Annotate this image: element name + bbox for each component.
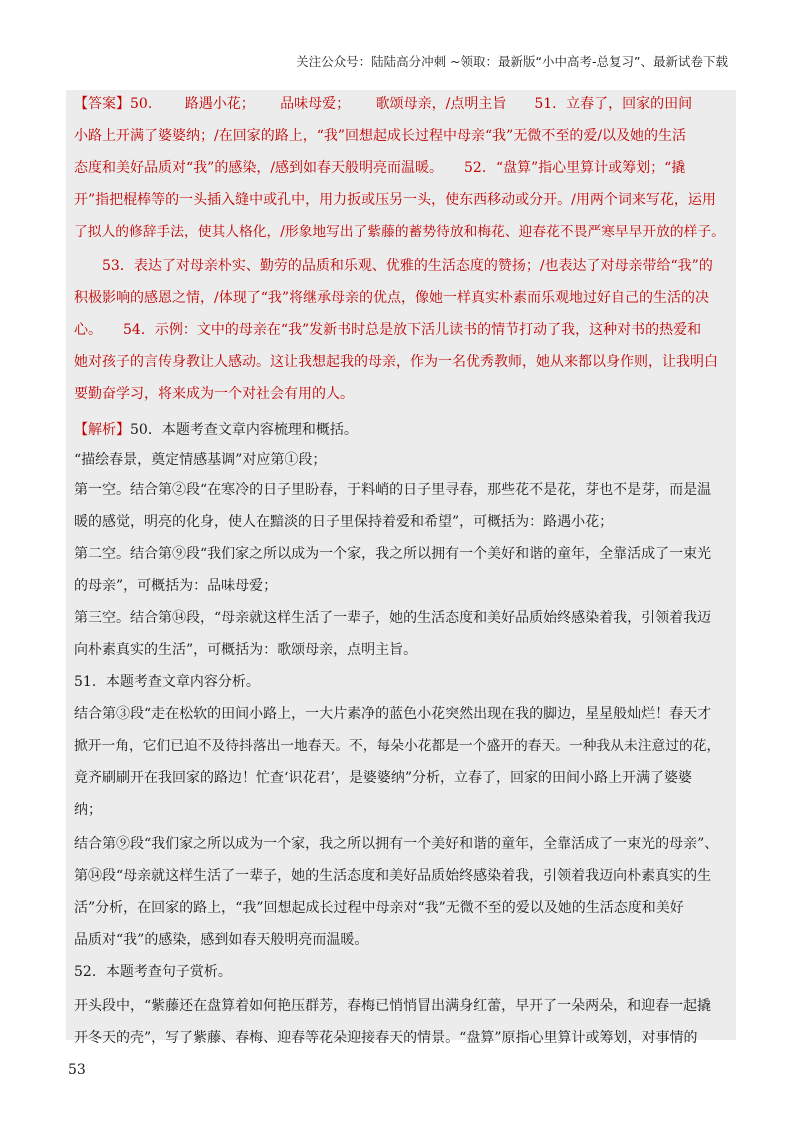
line-text: 51．本题考查文章内容分析。 [74, 674, 260, 690]
line-text: 态度和美好品质对“我”的感染，/感到如春天般明亮而温暖。 52．“盘算”指心里算计或筹划；“撬 [74, 160, 686, 176]
line-text: 暖的感觉，明亮的化身，使人在黯淡的日子里保持着爱和希望”，可概括为：路遇小花； [74, 514, 614, 530]
text-line [74, 672, 728, 692]
line-text: 竟齐刷刷开在我回家的路边！忙查‘识花君’，是婆婆纳”分析，立春了，回家的田间小路上开满了婆婆 [74, 770, 693, 786]
line-text: 开冬天的壳”，写了紫藤、春梅、迎春等花朵迎接春天的情景。“盘算”原指心里算计或筹划，对事情的 [74, 1030, 698, 1046]
text-line [74, 576, 728, 596]
text-line [74, 608, 728, 628]
text-line [74, 256, 728, 276]
line-text: 开头段中，“紫藤还在盘算着如何艳压群芳，春梅已悄悄冒出满身红蕾，早开了一朵两朵，和迎春一起撬 [74, 998, 712, 1014]
line-text: 心。 54．示例：文中的母亲在“我”发新书时总是放下活儿读书的情节打动了我，这种对书的热爱和 [74, 322, 702, 338]
line-text: 掀开一角，它们已迫不及待抖落出一地春天。不，每朵小花都是一个盛开的春天。一种我从未注意过的花， [74, 738, 721, 754]
line-text: 品质对“我”的感染，感到如春天般明亮而温暖。 [74, 932, 369, 948]
line-text: 第一空。结合第②段“在寒冷的日子里盼春，于料峭的日子里寻春，那些花不是花，芽也不是芽，而是温 [74, 482, 712, 498]
line-text: 的母亲”，可概括为：品味母爱； [74, 578, 278, 594]
text-line [74, 352, 728, 372]
line-text: 活”分析，在回家的路上，“我”回想起成长过程中母亲对“我”无微不至的爱以及她的生活态度和美好 [74, 900, 684, 916]
text-line [74, 512, 728, 532]
line-text: 她对孩子的言传身教让人感动。这让我想起我的母亲，作为一名优秀教师，她从来都以身作则，让我明白 [74, 354, 718, 370]
line-text: 50．本题考查文章内容梳理和概括。 [130, 422, 358, 438]
text-line [74, 384, 728, 404]
text-line [74, 288, 728, 308]
line-text: 第三空。结合第⑭段，“母亲就这样生活了一辈子，她的生活态度和美好品质始终感染着我，引领着我迈 [74, 610, 712, 626]
section-tag: 【答案】 [74, 96, 130, 112]
text-line [74, 544, 728, 564]
text-line [74, 222, 728, 242]
text-line [74, 962, 728, 982]
answer-analysis-block [66, 90, 736, 1046]
line-text: “描绘春景，奠定情感基调”对应第①段； [74, 452, 327, 468]
text-line [74, 320, 728, 340]
line-text: 要勤奋学习，将来成为一个对社会有用的人。 [74, 386, 354, 402]
text-line [74, 768, 728, 788]
page-number: 53 [68, 1062, 86, 1078]
text-line [74, 704, 728, 724]
line-text: 50. 路遇小花； 品味母爱； 歌颂母亲，/点明主旨 51．立春了，回家的田间 [130, 96, 693, 112]
text-line [74, 996, 728, 1016]
text-line [74, 898, 728, 918]
text-line [74, 480, 728, 500]
text-line [74, 640, 728, 660]
line-text: 52．本题考查句子赏析。 [74, 964, 232, 980]
line-text: 结合第③段“走在松软的田间小路上，一大片素净的蓝色小花突然出现在我的脚边，星星般灿烂！春天才 [74, 706, 712, 722]
text-line [74, 1028, 728, 1048]
line-text: 第二空。结合第⑨段“我们家之所以成为一个家，我之所以拥有一个美好和谐的童年，全靠活成了一束光 [74, 546, 712, 562]
text-line [74, 450, 728, 470]
text-line [74, 866, 728, 886]
line-text: 第⑭段“母亲就这样生活了一辈子，她的生活态度和美好品质始终感染着我，引领着我迈向朴素真实的生 [74, 868, 712, 884]
text-line [74, 190, 728, 210]
text-line [74, 834, 728, 854]
text-line [74, 736, 728, 756]
text-line [74, 420, 728, 440]
line-text: 结合第⑨段“我们家之所以成为一个家，我之所以拥有一个美好和谐的童年，全靠活成了一束光的母亲”、 [74, 836, 719, 852]
line-text: 小路上开满了婆婆纳；/在回家的路上，“我”回想起成长过程中母亲“我”无微不至的爱/以及她的生活 [74, 128, 687, 144]
text-line [74, 800, 728, 820]
text-line [74, 126, 728, 146]
text-line [74, 930, 728, 950]
text-line [74, 158, 728, 178]
line-text: 53．表达了对母亲朴实、勤劳的品质和乐观、优雅的生活态度的赞扬；/也表达了对母亲带给“我”的 [74, 258, 713, 274]
line-text: 了拟人的修辞手法，使其人格化，/形象地写出了紫藤的蓄势待放和梅花、迎春花不畏严寒早早开放的样子。 [74, 224, 725, 240]
line-text: 开”指把棍棒等的一头插入缝中或孔中，用力扳或压另一头，使东西移动或分开。/用两个词来写花，运用 [74, 192, 716, 208]
line-text: 纳； [74, 802, 102, 818]
section-tag: 【解析】 [74, 422, 130, 438]
page-header: 关注公众号：陆陆高分冲刺 ~领取：最新版“小中高考-总复习”、最新试卷下载 [296, 54, 728, 69]
line-text: 积极影响的感恩之情，/体现了“我”将继承母亲的优点，像她一样真实朴素而乐观地过好自己的生活的决 [74, 290, 710, 306]
line-text: 向朴素真实的生活”，可概括为：歌颂母亲，点明主旨。 [74, 642, 418, 658]
text-line [74, 94, 728, 114]
